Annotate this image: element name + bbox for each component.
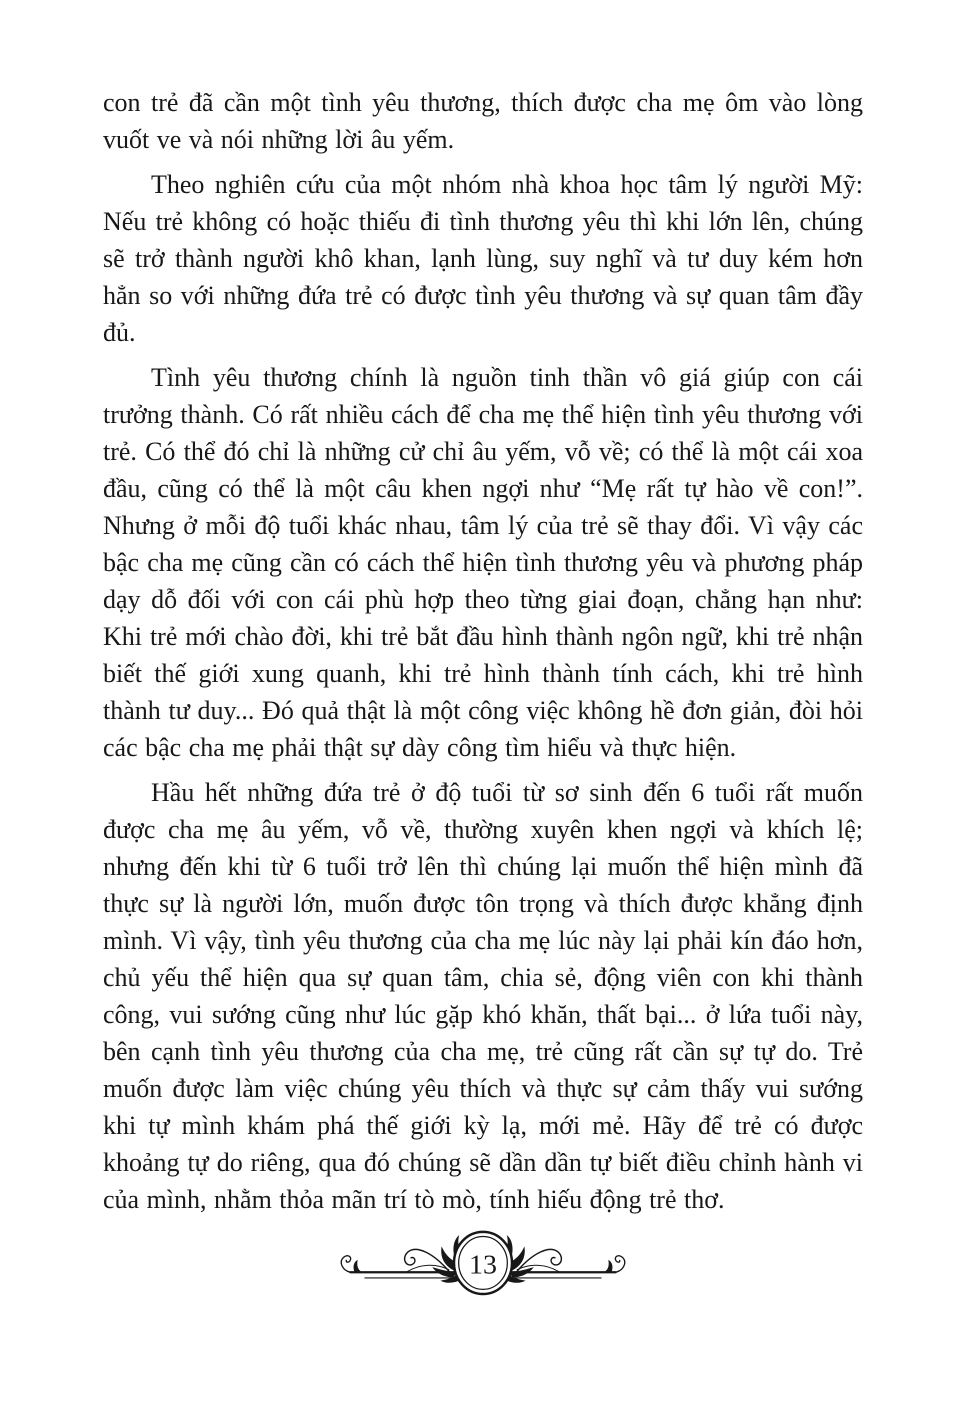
paragraph-1: con trẻ đã cần một tình yêu thương, thích được cha mẹ ôm vào lòng vuốt ve và nói những lời âu yếm. — [103, 88, 863, 154]
paragraph-3: Tình yêu thương chính là nguồn tinh thần vô giá giúp con cái trưởng thành. Có rất nhiều cách để cha mẹ thể hiện tình yêu thương với trẻ. Có thể đó chỉ là những cử chỉ âu yếm, vỗ về; có thể là một cái xoa đầu, cũng có thể là một câu khen ngợi như “Mẹ rất tự hào về con!”. Nhưng ở mỗi độ tuổi khác nhau, tâm lý của trẻ sẽ thay đổi. Vì vậy các bậc cha mẹ cũng cần có cách thể hiện tình thương yêu và phương pháp dạy dỗ đối với con cái phù hợp theo từng giai đoạn, chẳng hạn như: Khi trẻ mới chào đời, khi trẻ bắt đầu hình thành ngôn ngữ, khi trẻ nhận biết thế giới xung quanh, khi trẻ hình thành tính cách, khi trẻ hình thành tư duy... Đó quả thật là một công việc không hề đơn giản, đòi hỏi các bậc cha mẹ phải thật sự dày công tìm hiểu và thực hiện. — [103, 363, 863, 762]
flourish-left — [341, 1235, 464, 1283]
page-number-ornament — [338, 1228, 628, 1300]
page-text — [103, 84, 863, 1218]
paragraph-4: Hầu hết những đứa trẻ ở độ tuổi từ sơ sinh đến 6 tuổi rất muốn được cha mẹ âu yếm, vỗ về, thường xuyên khen ngợi và khích lệ; nhưng đến khi từ 6 tuổi trở lên thì chúng lại muốn thể hiện mình đã thực sự là người lớn, muốn được tôn trọng và thích được khẳng định mình. Vì vậy, tình yêu thương của cha mẹ lúc này lại phải kín đáo hơn, chủ yếu thể hiện qua sự quan tâm, chia sẻ, động viên con khi thành công, vui sướng cũng như lúc gặp khó khăn, thất bại... ở lứa tuổi này, bên cạnh tình yêu thương của cha mẹ, trẻ cũng rất cần sự tự do. Trẻ muốn được làm việc chúng yêu thích và thực sự cảm thấy vui sướng khi tự mình khám phá thế giới kỳ lạ, mới mẻ. Hãy để trẻ có được khoảng tự do riêng, qua đó chúng sẽ dần dần tự biết điều chỉnh hành vi của mình, nhằm thỏa mãn trí tò mò, tính hiếu động trẻ thơ. — [103, 778, 863, 1214]
paragraph-2: Theo nghiên cứu của một nhóm nhà khoa học tâm lý người Mỹ: Nếu trẻ không có hoặc thiếu đi tình thương yêu thì khi lớn lên, chúng sẽ trở thành người khô khan, lạnh lùng, suy nghĩ và tư duy kém hơn hẳn so với những đứa trẻ có được tình yêu thương và sự quan tâm đầy đủ. — [103, 170, 863, 347]
ornament-graphic — [338, 1228, 628, 1300]
flourish-right — [502, 1235, 625, 1283]
page-number: 13 — [469, 1249, 497, 1281]
